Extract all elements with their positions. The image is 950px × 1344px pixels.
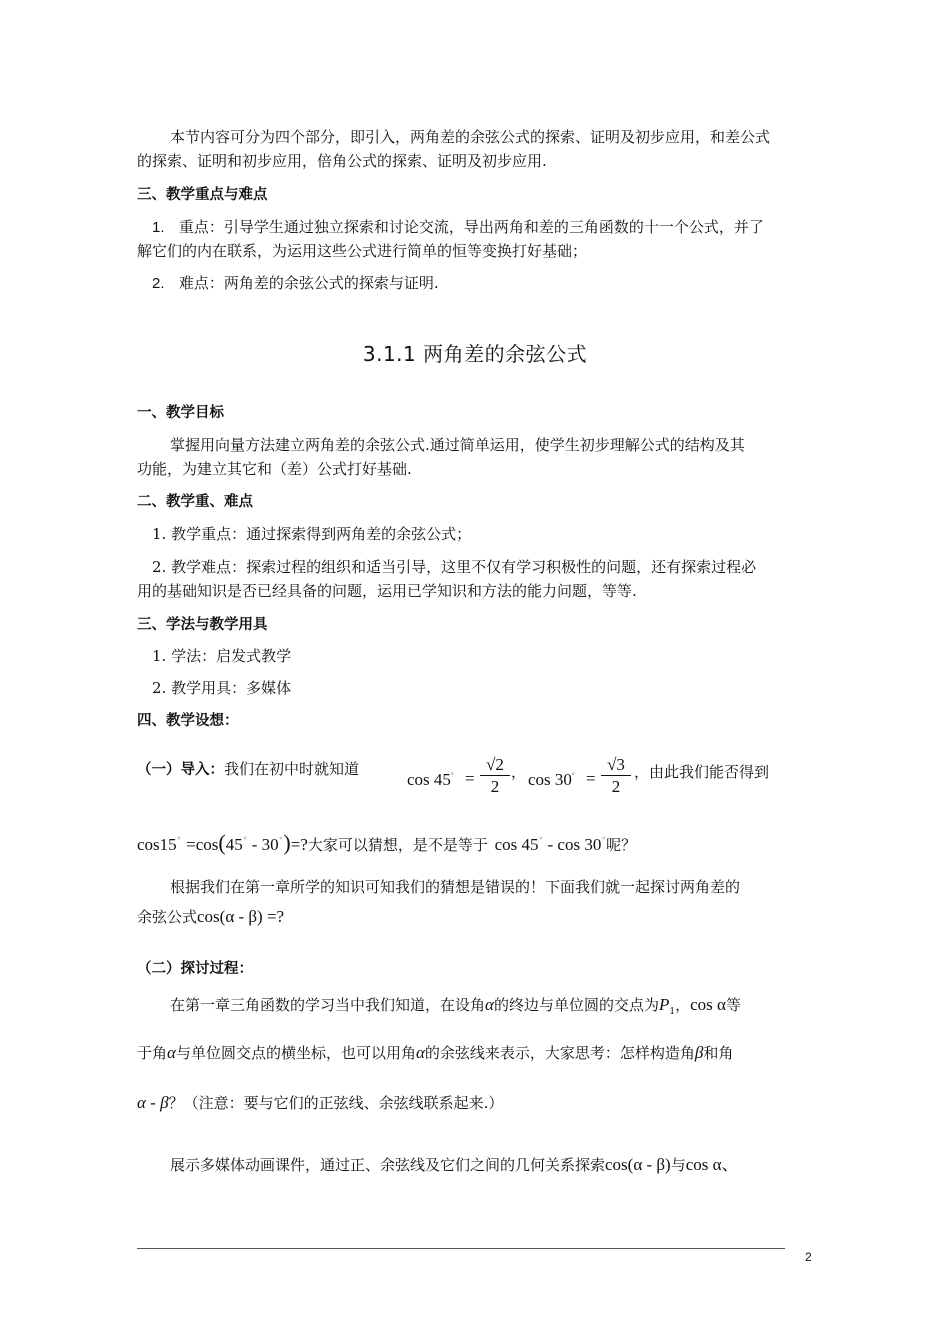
keypoint-item-2-line-2: 用的基础知识是否已经具备的问题，运用已学知识和方法的能力问题，等等.: [137, 582, 637, 600]
paren-close: ): [283, 830, 291, 855]
fraction-denominator: 2: [611, 777, 621, 796]
section-title: 3.1.1 两角差的余弦公式: [362, 342, 588, 366]
eq-45: 45: [225, 835, 243, 854]
cos-alpha: cos α、: [685, 1155, 739, 1174]
fraction-sqrt2-over-2: [480, 755, 510, 798]
eq2-a: cos 45: [494, 835, 539, 854]
explore-text: 与: [670, 1156, 686, 1174]
intro-part-label: （一）导入：: [137, 762, 224, 778]
formula-cos45: cos 45◦: [407, 769, 454, 789]
p1-subscript: 1: [669, 1007, 676, 1017]
fraction-denominator: 2: [490, 777, 500, 796]
list-item-2: [152, 272, 815, 295]
list-item-1-line-2: 解它们的内在联系，为运用这些公式进行简单的恒等变换打好基础；: [137, 242, 588, 260]
explore-line-4: [170, 1152, 815, 1178]
guess-text: 余弦公式: [137, 908, 198, 926]
guess-paragraph-line-1: 根据我们在第一章所学的知识可知我们的猜想是错误的！下面我们就一起探讨两角差的: [170, 878, 741, 896]
eq-cos15: cos15: [137, 835, 177, 854]
cos-alpha: cos α: [690, 995, 726, 1014]
fraction-numerator: √2: [486, 755, 504, 774]
intro-paragraph-line-2: 的探索、证明和初步应用，倍角公式的探索、证明及初步应用.: [137, 152, 547, 170]
intro-paragraph-line-1: 本节内容可分为四个部分，即引入，两角差的余弦公式的探索、证明及初步应用，和差公式: [170, 128, 771, 146]
keypoint-item-1: 1. 教学重点：通过探索得到两角差的余弦公式；: [152, 525, 472, 543]
methods-item-1: 1. 学法：启发式教学: [152, 647, 292, 665]
list-number: 2.: [152, 275, 165, 292]
p1-symbol: P: [658, 995, 670, 1014]
explore-line-1: [170, 992, 815, 1025]
explore-heading: （二）探讨过程：: [137, 961, 253, 977]
intro-part-text-2: ，由此我们能否得到: [634, 763, 770, 781]
equals-sign: =: [465, 769, 475, 788]
objectives-line-2: 功能，为建立其它和（差）公式打好基础.: [137, 460, 412, 478]
explore-text: ？（注意：要与它们的正弦线、余弦线联系起来.）: [168, 1094, 504, 1112]
explore-text: 的余弦线来表示，大家思考：怎样构造角: [424, 1044, 695, 1062]
list-text: 重点：引导学生通过独立探索和讨论交流，导出两角和差的三角函数的十一个公式，并了: [178, 218, 764, 236]
explore-text: 等: [725, 996, 741, 1014]
alpha-symbol: α: [415, 1043, 425, 1062]
cos15-equation-line: cos15◦ =cos(45◦ - 30◦)=?大家可以猜想，是不是等于 cos 45◦ - cos 30◦呢？: [137, 830, 637, 855]
explore-text: 展示多媒体动画课件，通过正、余弦线及它们之间的几何关系探索: [170, 1156, 606, 1174]
explore-line-2: [137, 1040, 815, 1066]
explore-text: 于角: [137, 1044, 168, 1062]
explore-text: 与单位圆交点的横坐标，也可以用角: [175, 1044, 416, 1062]
list-item-1: [152, 216, 815, 239]
beta-symbol: β: [694, 1043, 704, 1062]
alpha-symbol: α: [485, 995, 494, 1014]
explore-text: 和角: [703, 1044, 734, 1062]
keypoint-item-2-line-1: 2. 教学难点：探索过程的组织和适当引导，这里不仅有学习积极性的问题，还有探索过程必: [152, 558, 757, 576]
heading-keypoints: 二、教学重、难点: [137, 494, 253, 510]
alpha-symbol: α: [167, 1043, 176, 1062]
guess-formula: cos(α - β) =?: [197, 907, 285, 926]
eq-end: =?: [290, 835, 308, 854]
heading-objectives: 一、教学目标: [137, 405, 224, 421]
fraction-numerator: √3: [607, 755, 625, 774]
intro-part-text-4: 呢？: [606, 836, 637, 854]
paren-open: (: [218, 830, 226, 855]
explore-text: 在第一章三角函数的学习当中我们知道，在设角: [170, 996, 486, 1014]
list-text: 难点：两角差的余弦公式的探索与证明.: [178, 274, 439, 292]
alpha-minus-beta: α - β: [137, 1093, 169, 1112]
list-number: 1.: [152, 219, 165, 236]
heading-design: 四、教学设想：: [137, 713, 239, 729]
cos30-text: cos 30: [528, 770, 572, 789]
page-number: 2: [805, 1250, 812, 1264]
footer-rule: [137, 1248, 785, 1249]
eq-minus30: - 30: [247, 835, 279, 854]
intro-part-text-3: 大家可以猜想，是不是等于: [307, 836, 488, 854]
fraction-sqrt3-over-2: [601, 755, 631, 798]
guess-paragraph-line-2: [137, 904, 815, 930]
cos-alpha-minus-beta: cos(α - β): [605, 1155, 671, 1174]
intro-part-text-1: 我们在初中时就知道: [224, 760, 360, 778]
explore-text: 的终边与单位圆的交点为: [493, 996, 659, 1014]
eq-mid: =cos: [186, 835, 219, 854]
methods-item-2: 2. 教学用具：多媒体: [152, 679, 292, 697]
explore-text: ，: [675, 996, 691, 1014]
explore-line-3: [137, 1090, 815, 1116]
heading-methods: 三、学法与教学用具: [137, 617, 268, 633]
eq2-b: - cos 30: [543, 835, 602, 854]
section-heading-key-difficult: 三、教学重点与难点: [137, 187, 268, 203]
equals-sign: =: [586, 769, 596, 788]
formula-cos30: cos 30◦: [528, 769, 575, 789]
objectives-line-1: 掌握用向量方法建立两角差的余弦公式.通过简单运用，使学生初步理解公式的结构及其: [170, 436, 745, 454]
cos45-text: cos 45: [407, 770, 451, 789]
comma: ，: [511, 763, 527, 781]
